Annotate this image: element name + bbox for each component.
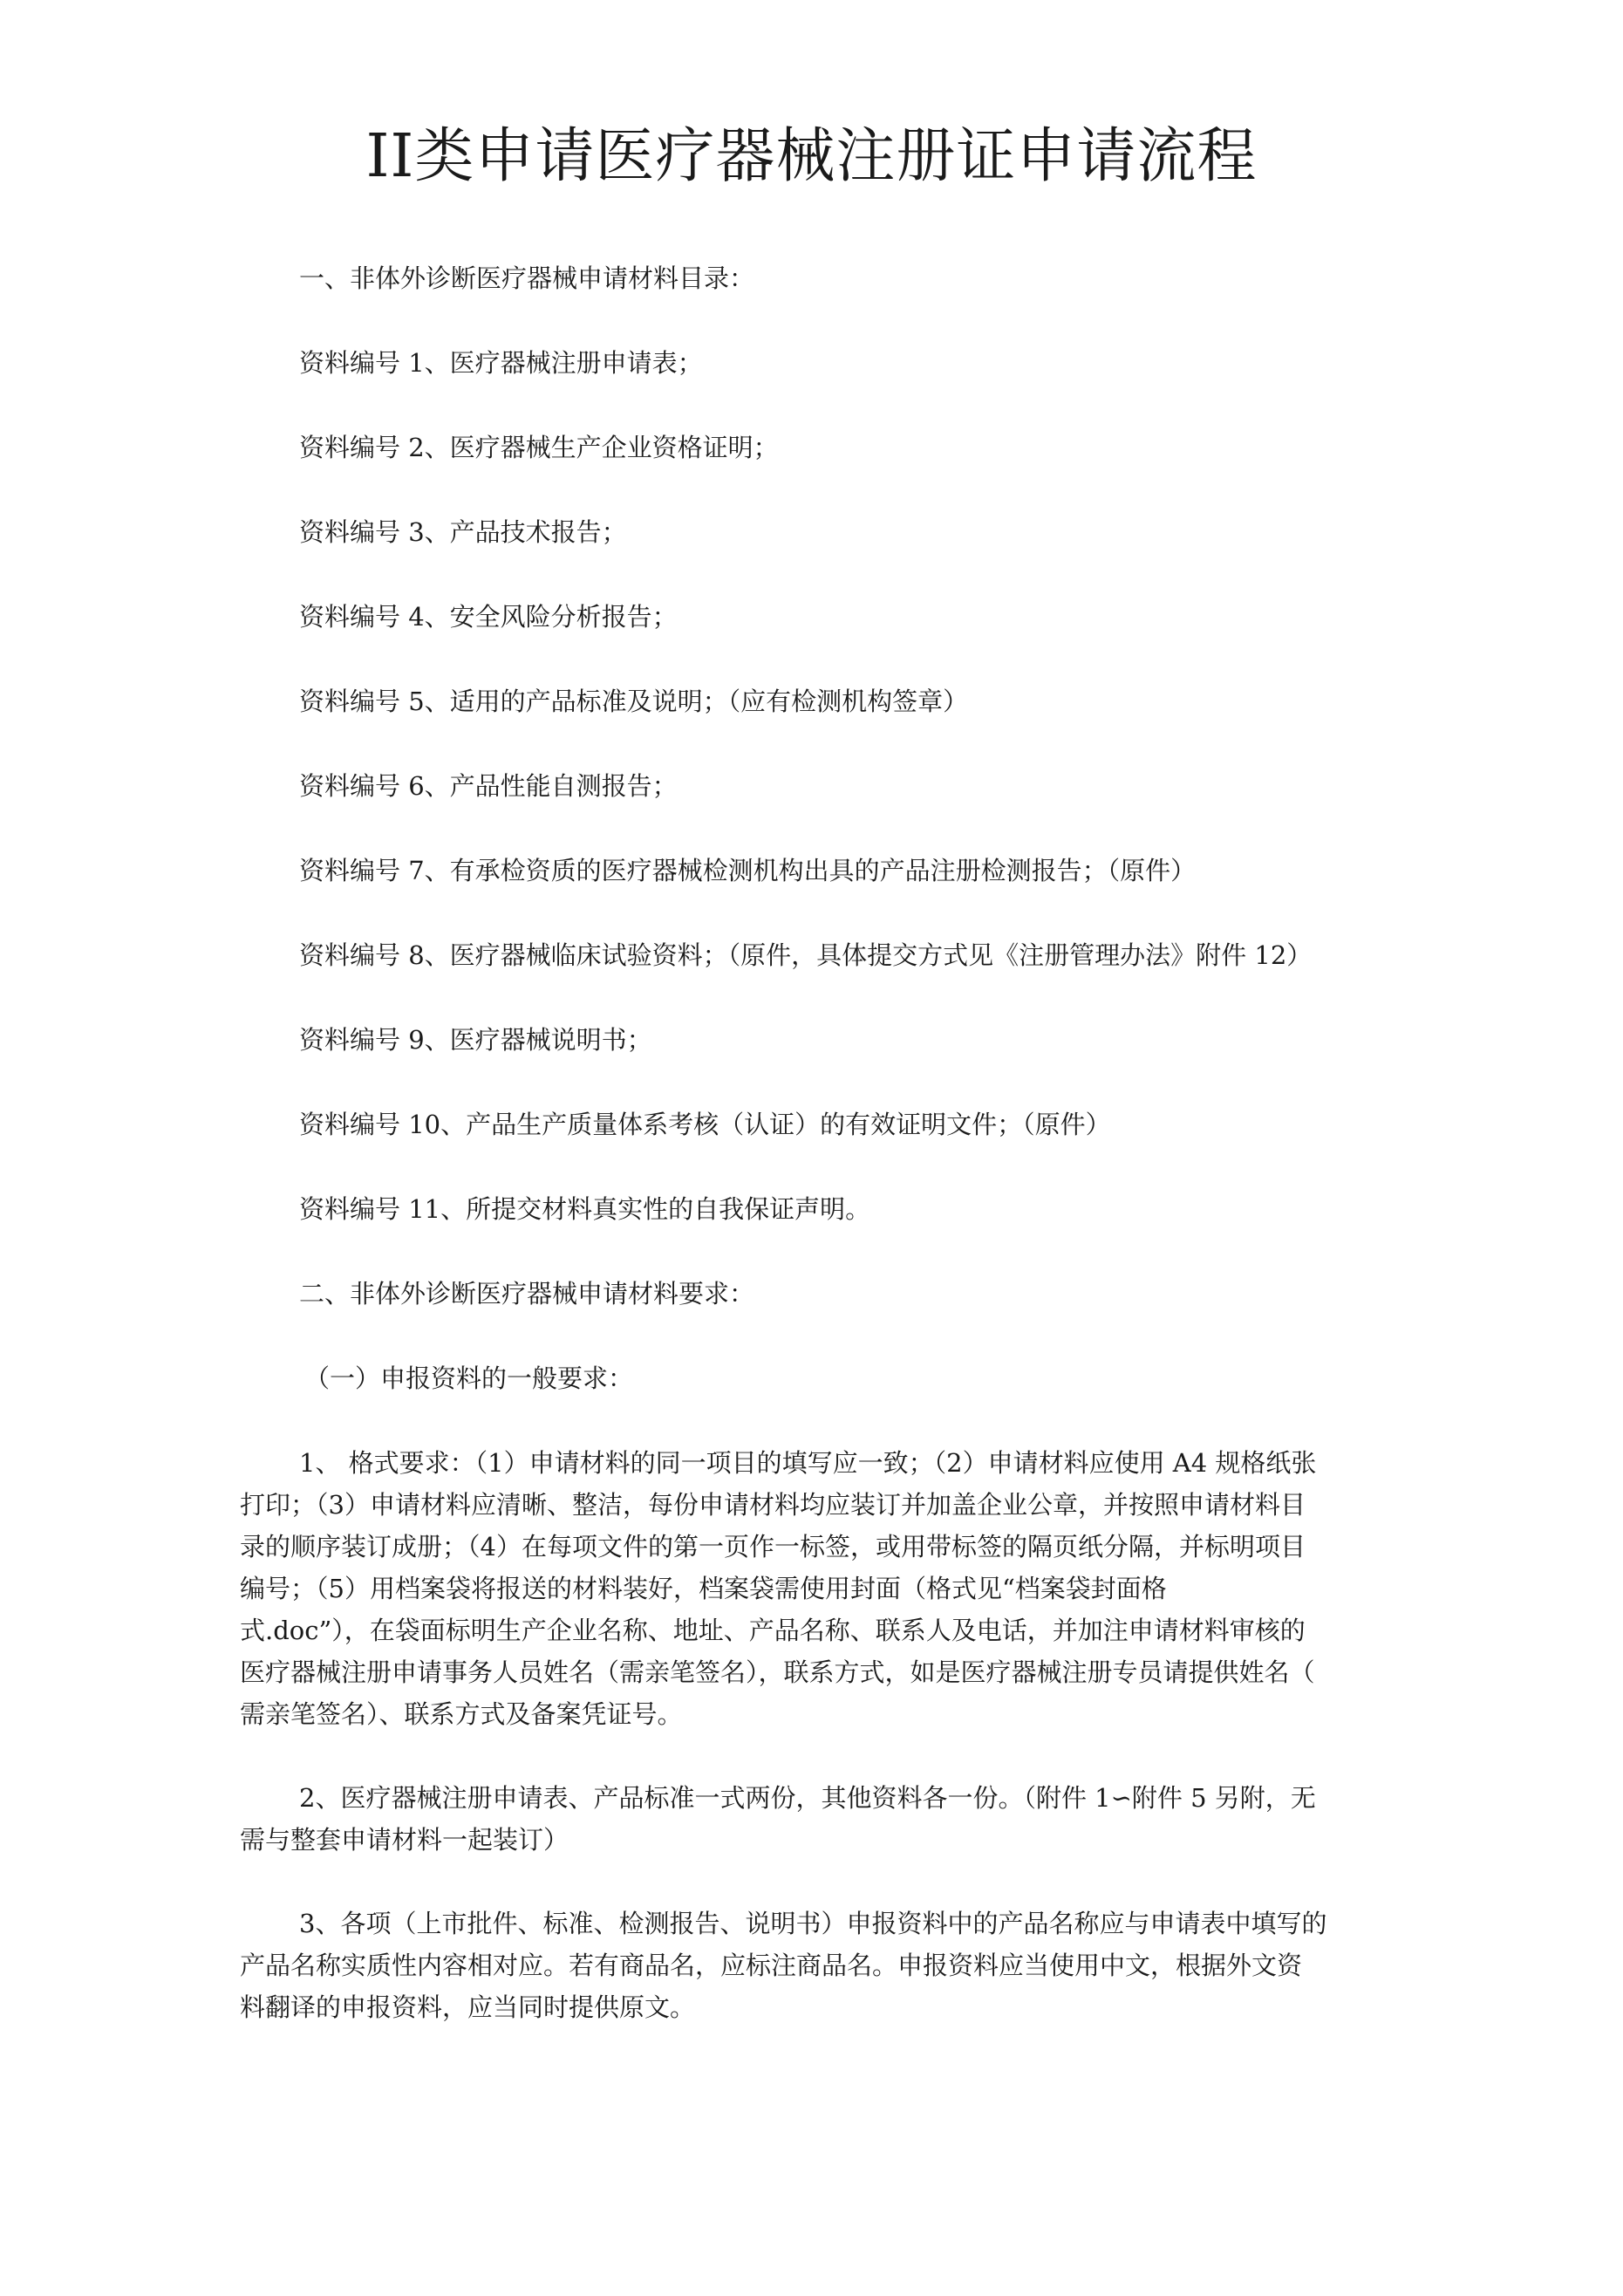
paragraph-line: 编号；（5）用档案袋将报送的材料装好，档案袋需使用封面（格式见“档案袋封面格: [240, 1574, 1167, 1603]
material-item: 资料编号 5、适用的产品标准及说明；（应有检测机构签章）: [299, 687, 969, 716]
material-item: 资料编号 7、有承检资质的医疗器械检测机构出具的产品注册检测报告；（原件）: [299, 856, 1197, 885]
document-body: [240, 257, 1413, 2028]
requirement-paragraph-2: [240, 1777, 1413, 1861]
material-item: 资料编号 6、产品性能自测报告；: [299, 771, 678, 801]
requirement-paragraph-3: [240, 1903, 1413, 2028]
paragraph-line: 打印；（3）申请材料应清晰、整洁，每份申请材料均应装订并加盖企业公章，并按照申请材料目: [240, 1490, 1306, 1520]
paragraph-line: 医疗器械注册申请事务人员姓名（需亲笔签名），联系方式，如是医疗器械注册专员请提供姓名（: [240, 1657, 1315, 1687]
material-item: 资料编号 10、产品生产质量体系考核（认证）的有效证明文件；（原件）: [299, 1110, 1111, 1139]
material-item: 资料编号 2、医疗器械生产企业资格证明；: [299, 433, 779, 462]
paragraph-line: 式.doc”），在袋面标明生产企业名称、地址、产品名称、联系人及电话，并加注申请材料审核的: [240, 1616, 1306, 1645]
paragraph-line: 2、医疗器械注册申请表、产品标准一式两份，其他资料各一份。（附件 1∽附件 5 另附，无: [299, 1783, 1316, 1813]
requirement-paragraph-1: [240, 1442, 1413, 1735]
material-item: 资料编号 9、医疗器械说明书；: [299, 1025, 652, 1055]
material-item: 资料编号 11、所提交材料真实性的自我保证声明。: [299, 1194, 871, 1224]
paragraph-line: 需亲笔签名）、联系方式及备案凭证号。: [240, 1699, 683, 1729]
material-item: 资料编号 1、医疗器械注册申请表；: [299, 348, 703, 378]
paragraph-line: 1、 格式要求：（1）申请材料的同一项目的填写应一致；（2）申请材料应使用 A4 规格纸张: [299, 1448, 1317, 1478]
section2-subheading: （一）申报资料的一般要求：: [304, 1363, 634, 1393]
paragraph-line: 料翻译的申报资料，应当同时提供原文。: [240, 1992, 696, 2022]
document-title: II类申请医疗器械注册证申请流程: [365, 122, 1258, 191]
paragraph-line: 录的顺序装订成册；（4）在每项文件的第一页作一标签，或用带标签的隔页纸分隔，并标明项目: [240, 1532, 1306, 1561]
section2-heading: 二、非体外诊断医疗器械申请材料要求：: [299, 1279, 755, 1309]
material-item: 资料编号 8、医疗器械临床试验资料；（原件，具体提交方式见《注册管理办法》附件 12）: [299, 940, 1313, 970]
paragraph-line: 产品名称实质性内容相对应。若有商品名，应标注商品名。申报资料应当使用中文，根据外文资: [240, 1951, 1303, 1980]
material-item: 资料编号 4、安全风险分析报告；: [299, 602, 678, 632]
material-item: 资料编号 3、产品技术报告；: [299, 517, 627, 547]
paragraph-line: 需与整套申请材料一起装订）: [240, 1825, 569, 1855]
section1-heading: 一、非体外诊断医疗器械申请材料目录：: [299, 263, 755, 293]
paragraph-line: 3、各项（上市批件、标准、检测报告、说明书）申报资料中的产品名称应与申请表中填写的: [299, 1909, 1327, 1938]
